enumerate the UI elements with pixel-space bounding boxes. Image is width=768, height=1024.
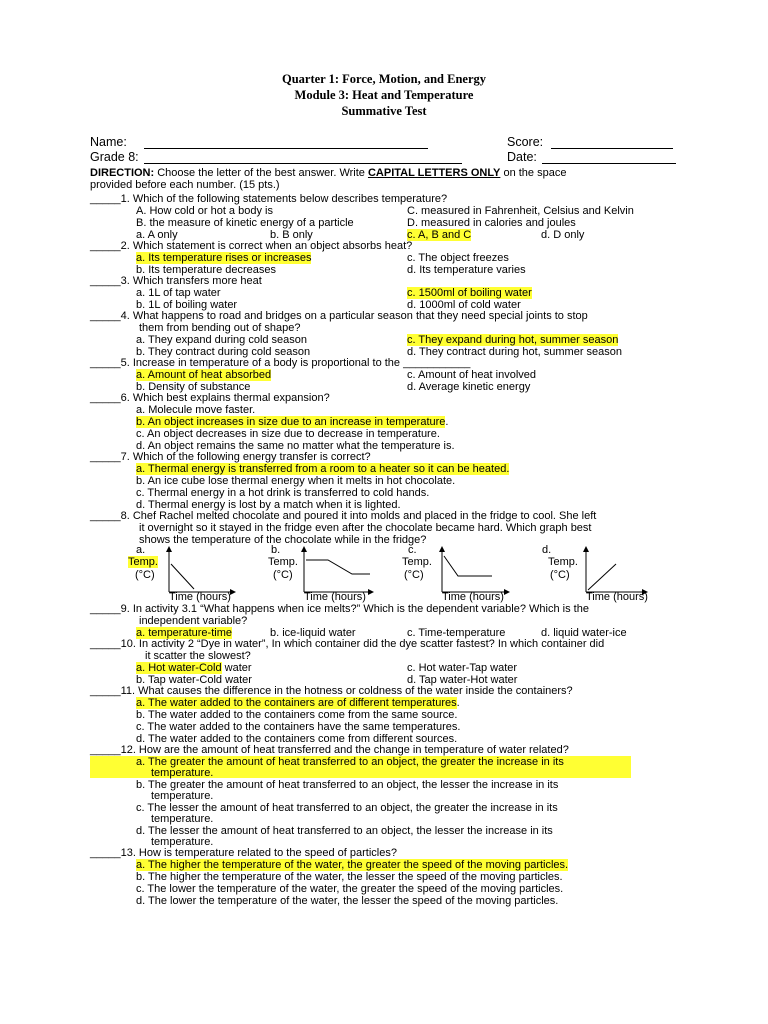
graph-d-curve [588, 564, 616, 590]
graph-d-y-arrow [583, 546, 589, 552]
q13-option-b: b. The higher the temperature of the water, the lesser the speed of the moving particles. [136, 871, 563, 883]
test-title: Summative Test [341, 104, 427, 118]
q3-stem: _____3. Which transfers more heat [90, 275, 262, 287]
q5-option-b: b. Density of substance [136, 381, 251, 393]
test-title-block [0, 71, 768, 119]
score-blank[interactable] [551, 148, 673, 149]
q10-option-a-rest: water [221, 662, 252, 674]
q11-option-b: b. The water added to the containers come from the same source. [136, 709, 458, 721]
q13-stem: _____13. How is temperature related to the speed of particles? [90, 847, 397, 859]
grade-label: Grade 8: [90, 150, 139, 164]
q3-option-b: b. 1L of boiling water [136, 299, 238, 311]
graph-d-letter: d. [542, 544, 552, 556]
q3-options-1 [136, 287, 532, 299]
q6-option-c: c. An object decreases in size due to decrease in temperature. [136, 428, 440, 440]
q2-option-a: a. Its temperature rises or increases [136, 252, 312, 264]
graph-c-unit: (°C) [404, 569, 424, 581]
graph-c-ylabel: Temp. [402, 556, 432, 568]
q8-graph-c [402, 544, 512, 602]
q5-option-a: a. Amount of heat absorbed [136, 369, 272, 381]
q2-option-b: b. Its temperature decreases [136, 264, 277, 276]
graph-a-curve [171, 564, 194, 589]
graph-a-letter: a. [136, 544, 146, 556]
q12-option-d: d. The lesser the amount of heat transferred to an object, the lesser the increase in its [136, 825, 553, 837]
graph-c-curve [444, 556, 492, 576]
q12-option-b: b. The greater the amount of heat transferred to an object, the lesser the increase in its [136, 779, 559, 791]
q4-stem: _____4. What happens to road and bridges on a particular season that they need special joints to stop [90, 310, 588, 322]
q4-options-1 [136, 334, 619, 346]
graph-b-ylabel: Temp. [268, 556, 298, 568]
q10-option-d: d. Tap water-Hot water [407, 674, 518, 686]
graph-d-unit: (°C) [550, 569, 570, 581]
graph-a-xlabel: Time (hours) [169, 591, 231, 603]
q13-option-c: c. The lower the temperature of the water, the greater the speed of the moving particles. [136, 883, 564, 895]
q7-option-a-row [136, 463, 509, 475]
name-label: Name: [90, 135, 127, 149]
q11-option-d: d. The water added to the containers come from different sources. [136, 733, 458, 745]
q11-option-c: c. The water added to the containers have the same temperatures. [136, 721, 461, 733]
name-blank[interactable] [144, 148, 428, 149]
graph-b-xlabel: Time (hours) [304, 591, 366, 603]
direction-label: DIRECTION: [90, 167, 155, 179]
q9-option-b: b. ice-liquid water [270, 627, 356, 639]
q6-option-d: d. An object remains the same no matter what the temperature is. [136, 440, 455, 452]
direction-text-end: on the space [500, 167, 567, 179]
graph-b-x-arrow [368, 589, 374, 595]
graph-d-ylabel: Temp. [548, 556, 578, 568]
grade-blank[interactable] [144, 163, 462, 164]
q10-option-c: c. Hot water-Tap water [407, 662, 518, 674]
q4-option-c: c. They expand during hot, summer season [407, 334, 619, 346]
date-label: Date: [507, 150, 537, 164]
q8-stem-2: it overnight so it stayed in the fridge even after the chocolate became hard. Which graph best [139, 522, 592, 534]
q12-option-b-cont: temperature. [151, 790, 214, 802]
q13-option-d: d. The lower the temperature of the water, the lesser the speed of the moving particles. [136, 895, 559, 907]
q10-stem: _____10. In activity 2 “Dye in water”, In which container did the dye scatter fastest? In which container did [90, 638, 605, 650]
q12-option-a: a. The greater the amount of heat transferred to an object, the greater the increase in its [136, 756, 564, 768]
q3-option-d: d. 1000ml of cold water [407, 299, 521, 311]
q7-stem: _____7. Which of the following energy transfer is correct? [90, 451, 371, 463]
direction-caps: CAPITAL LETTERS ONLY [367, 167, 501, 179]
q5-option-d: d. Average kinetic energy [407, 381, 531, 393]
q12-option-c: c. The lesser the amount of heat transferred to an object, the greater the increase in its [136, 802, 558, 814]
q8-graph-d [540, 544, 650, 602]
q1-statement-b: B. the measure of kinetic energy of a particle [136, 217, 354, 229]
q13-option-a-row [136, 859, 568, 871]
q6-option-b-row [136, 416, 448, 428]
q6-option-b: b. An object increases in size due to an increase in temperature [136, 416, 446, 428]
direction-line-2: provided before each number. (15 pts.) [90, 179, 280, 191]
direction-text: Choose the letter of the best answer. Write [154, 167, 368, 179]
q11-option-a-row [136, 697, 460, 709]
q5-options-1 [136, 369, 537, 381]
graph-a-ylabel: Temp. [128, 556, 158, 568]
q2-stem: _____2. Which statement is correct when an object absorbs heat? [90, 240, 413, 252]
graph-c-xlabel: Time (hours) [442, 591, 504, 603]
module-title: Module 3: Heat and Temperature [294, 88, 474, 102]
q5-option-c: c. Amount of heat involved [407, 369, 537, 381]
q1-option-b: b. B only [270, 229, 313, 241]
q4-option-a: a. They expand during cold season [136, 334, 308, 346]
q4-option-b: b. They contract during cold season [136, 346, 311, 358]
graph-c-x-arrow [504, 589, 510, 595]
q4-stem-2: them from bending out of shape? [139, 322, 301, 334]
q9-option-a: a. temperature-time [136, 627, 232, 639]
name-score-row [90, 135, 544, 149]
q2-option-d: d. Its temperature varies [407, 264, 526, 276]
q1-option-a: a. A only [136, 229, 178, 241]
graph-a-unit: (°C) [135, 569, 155, 581]
graph-b-y-arrow [301, 546, 307, 552]
q9-option-c: c. Time-temperature [407, 627, 506, 639]
q1-statements-2 [136, 217, 576, 229]
q13-option-a: a. The higher the temperature of the water, the greater the speed of the moving particles. [136, 859, 569, 871]
graph-c-y-arrow [439, 546, 445, 552]
q2-options-1 [136, 252, 509, 264]
q1-option-c: c. A, B and C [407, 229, 472, 241]
q12-option-d-cont: temperature. [151, 836, 214, 848]
q8-stem: _____8. Chef Rachel melted chocolate and poured it into molds and placed in the fridge to cool. She left [90, 510, 597, 522]
q3-option-a: a. 1L of tap water [136, 287, 221, 299]
q7-option-b: b. An ice cube lose thermal energy when it melts in hot chocolate. [136, 475, 456, 487]
q12-stem: _____12. How are the amount of heat transferred and the change in temperature of water related? [90, 744, 569, 756]
q6-stem: _____6. Which best explains thermal expansion? [90, 392, 330, 404]
q8-graph-b [266, 544, 376, 602]
q7-option-a: a. Thermal energy is transferred from a room to a heater so it can be heated. [136, 463, 510, 475]
q10-options-1 [136, 662, 518, 674]
q8-stem-3: shows the temperature of the chocolate while in the fridge? [139, 534, 427, 546]
graph-b-unit: (°C) [273, 569, 293, 581]
q6-option-b-period: . [445, 416, 449, 428]
graph-c-letter: c. [408, 544, 417, 556]
quarter-title: Quarter 1: Force, Motion, and Energy [281, 72, 487, 86]
graph-a-y-arrow [166, 546, 172, 552]
q9-stem-2: independent variable? [139, 615, 248, 627]
q2-option-c: c. The object freezes [407, 252, 509, 264]
direction-line-1 [90, 167, 566, 179]
score-label: Score: [507, 135, 544, 149]
q1-stem: _____1. Which of the following statements below describes temperature? [90, 193, 448, 205]
q12-option-a-cont: temperature. [151, 767, 214, 779]
graph-b-curve [306, 560, 370, 574]
q1-option-d: d. D only [541, 229, 585, 241]
q7-option-c: c. Thermal energy in a hot drink is transferred to cold hands. [136, 487, 430, 499]
graph-b-letter: b. [271, 544, 281, 556]
q11-option-a: a. The water added to the containers are of different temperatures [136, 697, 457, 709]
q8-graph-a [128, 544, 238, 602]
q6-option-a: a. Molecule move faster. [136, 404, 256, 416]
q1-statement-a: A. How cold or hot a body is [136, 205, 273, 217]
q7-option-d: d. Thermal energy is lost by a match when it is lighted. [136, 499, 401, 511]
q11-stem: _____11. What causes the difference in the hotness or coldness of the water inside the containers? [90, 685, 573, 697]
q10-option-a: a. Hot water-Cold [136, 662, 222, 674]
q9-option-d: d. liquid water-ice [541, 627, 627, 639]
q12-option-c-cont: temperature. [151, 813, 214, 825]
q3-option-c: c. 1500ml of boiling water [407, 287, 532, 299]
q11-option-a-period: . [456, 697, 460, 709]
grade-date-row [90, 150, 537, 164]
q1-statements-1 [136, 205, 634, 217]
q10-option-b: b. Tap water-Cold water [136, 674, 252, 686]
date-blank[interactable] [542, 163, 676, 164]
q9-stem: _____9. In activity 3.1 “What happens when ice melts?” Which is the dependent variable? Which is the [90, 603, 589, 615]
q1-statement-c: C. measured in Fahrenheit, Celsius and Kelvin [407, 205, 634, 217]
q1-statement-d: D. measured in calories and joules [407, 217, 576, 229]
q10-stem-2: it scatter the slowest? [145, 650, 251, 662]
q4-option-d: d. They contract during hot, summer season [407, 346, 623, 358]
q5-stem: _____5. Increase in temperature of a body is proportional to the ___________ [90, 357, 471, 369]
graph-d-xlabel: Time (hours) [586, 591, 648, 603]
